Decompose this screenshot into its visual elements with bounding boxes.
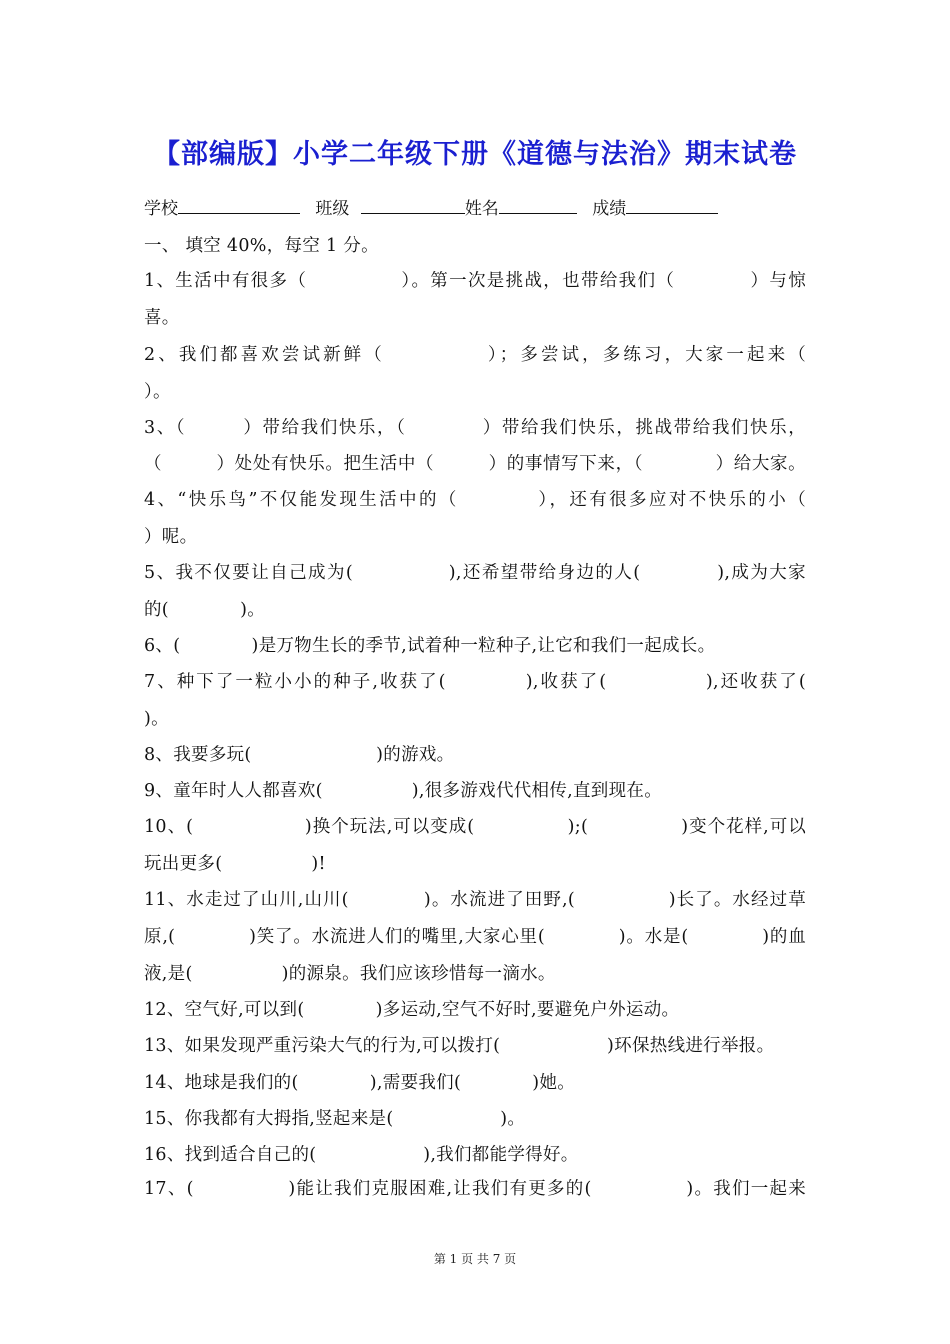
page-footer: 第 1 页 共 7 页 [433,1252,517,1266]
question-line: 5、我不仅要让自己成为( ),还希望带给身边的人( ),成为大家 [144,563,806,583]
section-heading: 一、 填空 40%，每空 1 分。 [144,236,379,256]
class-label: 班级 [315,199,350,219]
question-line: 6、( )是万物生长的季节,试着种一粒种子,让它和我们一起成长。 [144,636,716,656]
name-label: 姓名 [464,199,499,219]
question-line: （ ）处处有快乐。把生活中（ ）的事情写下来，（ ）给大家。 [144,454,806,474]
question-line: 10、( )换个玩法,可以变成( );( )变个花样,可以 [144,817,806,837]
score-blank[interactable] [626,199,718,214]
question-line: ）呢。 [144,527,198,547]
class-blank[interactable] [361,199,465,214]
question-line: 11、水走过了山川,山川( )。水流进了田野,( )长了。水经过草 [144,890,806,910]
question-line: 15、你我都有大拇指,竖起来是( )。 [144,1109,526,1129]
question-line: 13、如果发现严重污染大气的行为,可以拨打( )环保热线进行举报。 [144,1036,775,1056]
question-line: 玩出更多( )! [144,854,326,874]
question-line: )。 [144,709,169,729]
question-line: 12、空气好,可以到( )多运动,空气不好时,要避免户外运动。 [144,1000,680,1020]
name-blank[interactable] [499,199,577,214]
question-line: 2、我们都喜欢尝试新鲜（ ）；多尝试，多练习，大家一起来（ [144,345,806,365]
score-label: 成绩 [592,199,627,219]
student-info-row [144,194,718,219]
question-line: 喜。 [144,308,180,328]
question-line: 8、我要多玩( )的游戏。 [144,745,455,765]
question-line: 9、童年时人人都喜欢( ),很多游戏代代相传,直到现在。 [144,781,663,801]
question-line: 7、种下了一粒小小的种子,收获了( ),收获了( ),还收获了( [144,672,806,692]
page-title: 【部编版】小学二年级下册《道德与法治》期末试卷 [153,139,797,170]
school-blank[interactable] [178,199,300,214]
question-line: 4、“快乐鸟”不仅能发现生活中的（ ），还有很多应对不快乐的小（ [144,490,806,510]
question-line: 16、找到适合自己的( ),我们都能学得好。 [144,1145,579,1165]
question-line: 3、（ ）带给我们快乐，（ ）带给我们快乐，挑战带给我们快乐， [144,418,806,438]
question-line: 17、( )能让我们克服困难,让我们有更多的( )。我们一起来 [144,1179,806,1199]
question-line: 1、生活中有很多（ ）。第一次是挑战，也带给我们（ ）与惊 [144,271,806,291]
question-line: 14、地球是我们的( ),需要我们( )她。 [144,1073,576,1093]
question-line: ）。 [144,382,171,402]
question-line: 原,( )笑了。水流进人们的嘴里,大家心里( )。水是( )的血 [144,927,806,947]
question-line: 液,是( )的源泉。我们应该珍惜每一滴水。 [144,964,556,984]
question-line: 的( )。 [144,600,266,620]
school-label: 学校 [144,199,178,219]
